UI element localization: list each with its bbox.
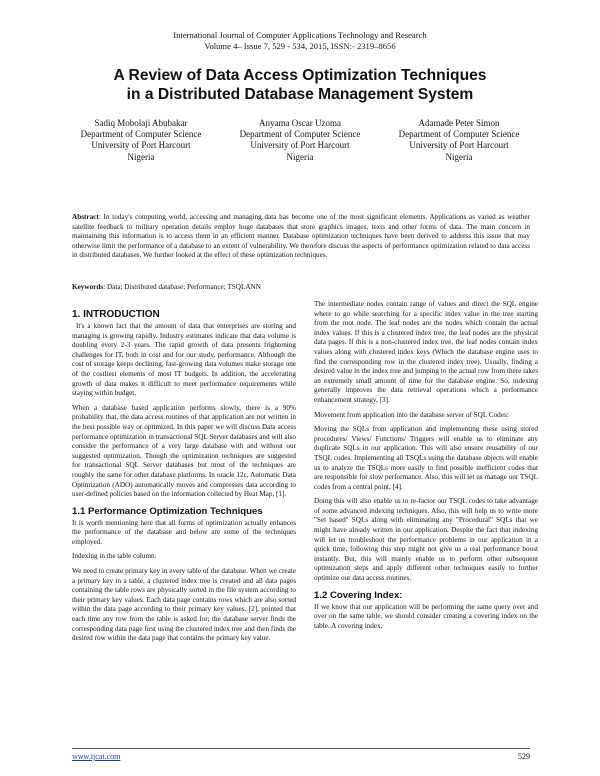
journal-volume: Volume 4– Issue 7, 529 - 534, 2015, ISSN:- 2319–8656 [204,41,396,51]
page-number: 529 [518,752,530,761]
abstract [72,213,530,261]
abstract-text: : In today's computing world, accessing and managing data has become one of the most significant elements. Applications as varied as weather satellite feedback to military operation details employ huge databases that store graphics images, texts and other forms of data. The main concern in maintaining this information is to access them in an efficient manner. Database optimization techniques have been derived to address this issue that may otherwise limit the performance of a database to an extent of vulnerability. We therefore discuss the aspects of performance optimization related to data access in distributed databases. We further looked at the effect of these optimization techniques. [72,213,530,260]
paper-title [40,66,560,104]
paragraph: It's a known fact that the amount of data that enterprises are storing and managing is growing rapidly. Industry estimates indicate that data volume is doubling every 2-3 years. The rapid growth of data presents frightening challenges for IT, both in cost and for our study, performance. Although the cost of storage keeps declining, fast-growing data volumes make storage one of the costliest elements of most IT budgets. In addition, the accelerating growth of data makes it difficult to meet performance requirements while staying within budget. [72,322,296,398]
author-dept: Department of Computer Science [398,129,520,140]
paragraph: It is worth mentioning here that all forms of optimization actually enhances the performance of the database and below are some of the techniques employed. [72,518,296,546]
author-name: Adamade Peter Simon [418,118,500,128]
author-univ: University of Port Harcourt [409,140,509,151]
keywords [72,283,530,293]
paragraph: When a database based application performs slowly, there is a 90% probability that, the data access routines of that application are not written in the best possible way or optimized, In this paper we will discuss Data access performance optimization in transactional SQL Server databases and will also consider the performance of a very large database with and without our suggested optimization. Though the optimization techniques are suggested for transactional SQL Server databases but most of the techniques are roughly the same for other database platforms. In oracle 12c, Automatic Data Optimization (ADO) automatically moves and compresses data according to user-defined policies based on the information collected by Heat Map, [1]. [72,403,296,499]
subsection-heading-covering-index: 1.2 Covering Index: [314,589,403,601]
title-line-2: in a Distributed Database Management System [126,86,474,103]
paragraph: The intermediate nodes contain range of values and direct the SQL engine where to go while searching for a specific index value in the tree starting from the root node. The leaf nodes are the nodes which contain the actual index values. If this is a clustered index tree, the leaf nodes are the physical data pages. If this is a non-clustered index tree, the leaf nodes contain index values along with clustered index keys (Which the database engine uses to find the corresponding row in the clustered index tree). Usually, finding a desired value in the index tree and jumping to the actual row from there takes an extremely small amount of time for the database engine. So, indexing generally improves the data retrieval operations which a performance enhancement strategy, [3]. [314,300,538,404]
keywords-label: Keywords [72,283,104,291]
author-univ: University of Port Harcourt [91,140,191,151]
paragraph: Indexing in the table column: [72,552,157,561]
abstract-label: Abstract [72,213,99,221]
section-heading-introduction: 1. INTRODUCTION [72,309,160,320]
author-name: Anyama Oscar Uzoma [259,118,341,128]
paragraph: Doing this will also enable us to re-factor our TSQL codes to take advantage of some advanced indexing techniques. Also, this will help us to write more "Set based" SQLs along with eliminating any "Procedural" SQLs that we might have already written in our application. Despite the fact that indexing will let us troubleshoot the performance problems in our application in a quick time, following this step might not give us a real performance boost instantly. But, this will mainly enable us to perform other subsequent optimization steps and apply different other techniques easily to further optimize our data access routines. [314,497,538,583]
author-3 [380,118,538,163]
author-name: Sadiq Mobolaji Abubakar [94,118,188,128]
journal-name: International Journal of Computer Applications Technology and Research [173,30,427,40]
right-column [314,300,538,636]
paragraph: We need to create primary key in every table of the database. When we create a primary key in a table, a clustered index tree is created and all data pages containing the table rows are physically sorted in the file system according to their primary key values. Each data page contains rows which are also sorted within the data page according to their primary key values. [2], pointed that each time any row from the table is asked for; the database server finds the corresponding data page first using the clustered index tree and then finds the desired row within the data page that contains the primary key value. [72,567,296,643]
author-dept: Department of Computer Science [80,129,202,140]
paragraph: Moving the SQLs from application and implementing these using stored procedures/ Views/ Functions/ Triggers will enable us to eliminate any duplicate SQLs in our application. This will also ensure reusability of our TSQL codes. Implementing all TSQLs using the database objects will enable us to analyze the TSQLs more easily to find possible inefficient codes that are responsible for slow performance. Also, this will let us manage our TSQL codes from a central point, [4]. [314,425,538,491]
paragraph: Movement from application into the database server of SQL Codes: [314,410,509,419]
author-country: Nigeria [286,151,314,162]
author-dept: Department of Computer Science University of Port Harcourt [239,129,361,151]
author-1 [62,118,220,163]
subsection-heading-performance: 1.1 Performance Optimization Techniques [72,505,263,517]
journal-header [0,30,600,52]
author-country: Nigeria [127,151,155,162]
author-list [62,118,538,163]
left-column [72,302,296,649]
keywords-text: : Data; Distributed database; Performance; TSQLANN [103,283,261,291]
author-2 [221,118,379,163]
paragraph: If we know that our application will be performing the same query over and over on the same table, we should consider creating a covering index on the table. A covering index, [314,602,538,630]
journal-link[interactable]: www.ijcat.com [72,752,121,761]
title-line-1: A Review of Data Access Optimization Techniques [113,67,487,84]
page-footer [72,748,530,761]
author-country: Nigeria [445,151,473,162]
